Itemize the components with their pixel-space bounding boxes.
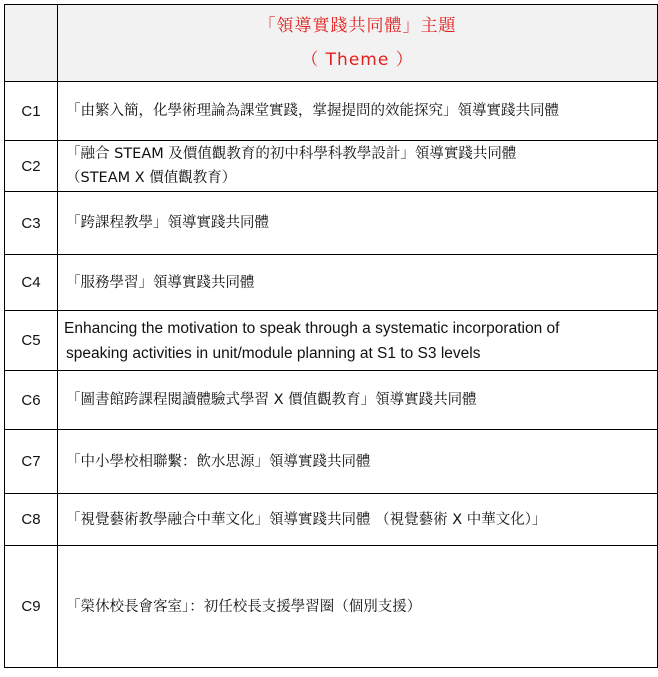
row-theme xyxy=(58,546,658,668)
table-row xyxy=(5,192,658,255)
row-theme-line: 「圖書館跨課程閱讀體驗式學習 X 價值觀教育」領導實踐共同體 xyxy=(66,392,477,408)
header-subtitle: （ Theme ） xyxy=(301,50,414,70)
table-row xyxy=(5,311,658,371)
row-theme xyxy=(58,371,658,430)
row-theme-line: 「跨課程教學」領導實踐共同體 xyxy=(66,215,269,231)
row-theme xyxy=(58,82,658,141)
table-row xyxy=(5,371,658,430)
header-empty-cell xyxy=(5,5,58,82)
table-row xyxy=(5,255,658,311)
row-theme-line: 「融合 STEAM 及價值觀教育的初中科學科教學設計」領導實踐共同體 xyxy=(66,146,517,162)
themes-table xyxy=(4,4,658,668)
row-theme-line: speaking activities in unit/module planning at S1 to S3 levels xyxy=(66,344,481,362)
row-theme-line: 「服務學習」領導實踐共同體 xyxy=(66,274,255,291)
row-theme-line: 「榮休校長會客室」：初任校長支援學習圈（個別支援） xyxy=(66,598,422,615)
header-title: 「領導實踐共同體」主題 xyxy=(258,16,457,36)
row-code: C4 xyxy=(5,255,58,311)
row-theme-line: 「中小學校相聯繫：飲水思源」領導實踐共同體 xyxy=(66,453,371,470)
row-theme xyxy=(58,255,658,311)
table-row xyxy=(5,494,658,546)
row-theme-line: 「由繁入簡，化學術理論為課堂實踐，掌握提問的效能探究」領導實踐共同體 xyxy=(66,103,559,119)
row-theme-line: Enhancing the motivation to speak through a systematic incorporation of xyxy=(64,319,560,337)
table-row xyxy=(5,141,658,192)
row-code: C5 xyxy=(5,311,58,371)
row-theme xyxy=(58,430,658,494)
row-code: C3 xyxy=(5,192,58,255)
row-theme-line: 「視覺藝術教學融合中華文化」領導實踐共同體 （視覺藝術 X 中華文化）」 xyxy=(66,511,547,528)
row-code: C8 xyxy=(5,494,58,546)
row-code: C6 xyxy=(5,371,58,430)
table-header-row xyxy=(5,5,658,82)
header-title-cell xyxy=(58,5,658,82)
row-theme xyxy=(58,311,658,371)
row-theme xyxy=(58,141,658,192)
row-theme xyxy=(58,494,658,546)
row-code: C2 xyxy=(5,141,58,192)
table-row xyxy=(5,430,658,494)
table-row xyxy=(5,82,658,141)
row-theme-line: （STEAM X 價值觀教育） xyxy=(66,170,237,186)
row-code: C7 xyxy=(5,430,58,494)
row-code: C1 xyxy=(5,82,58,141)
row-code: C9 xyxy=(5,546,58,668)
table-row xyxy=(5,546,658,668)
row-theme xyxy=(58,192,658,255)
